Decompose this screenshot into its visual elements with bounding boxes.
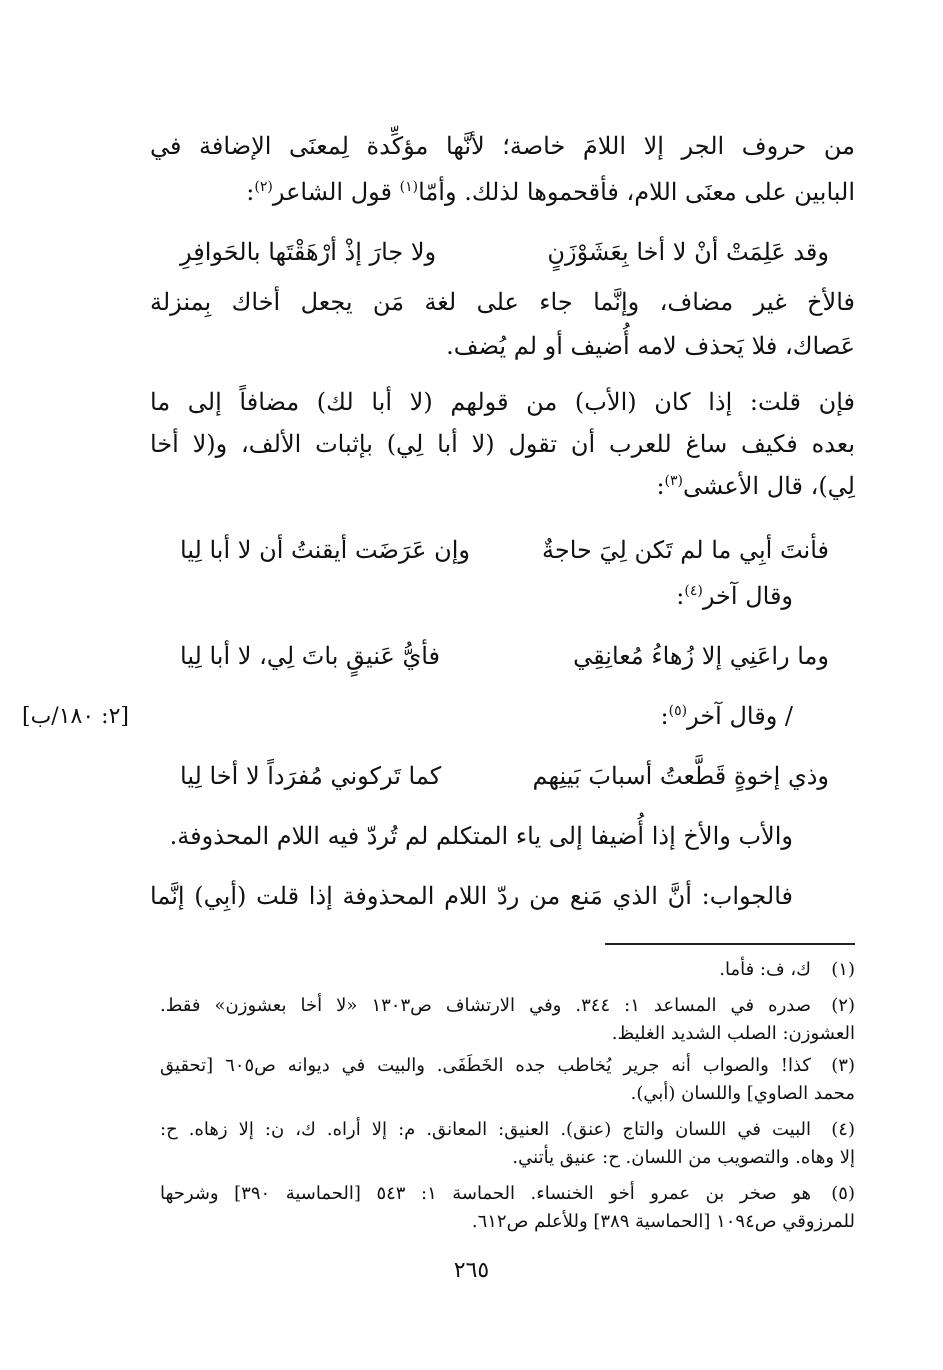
verse2-right: فأنتَ أبِي ما لم تَكن لِيَ حاجةٌ	[542, 536, 829, 564]
page-number: ٢٦٥	[453, 1258, 490, 1283]
footnote-2-line1: صدره في المساعد ١: ٣٤٤. وفي الارتشاف ص١٣٠٣ «لا أخا بعشوزن» فقط.	[160, 995, 811, 1016]
para3-line3-text: لِي)، قال الأعشى	[683, 472, 855, 500]
para3-line2: بعده فكيف ساغ للعرب أن تقول (لا أبا لِي) بإثبات الألف، و(لا أخا	[150, 430, 855, 458]
footnote-ref-3: (٣)	[664, 473, 683, 489]
footnote-ref-1: (١)	[399, 179, 419, 195]
para3-line3-end: :	[656, 472, 665, 500]
para4-line1: والأب والأخ إذا أُضيفا إلى ياء المتكلم لم تُردّ فيه اللام المحذوفة.	[169, 822, 793, 850]
para1-line2-text: البابين على معنَى اللام، فأقحموها لذلك. وأمّا	[418, 178, 855, 206]
verse1-right: وقد عَلِمَتْ أنْ لا أخا بِعَشَوْزَنٍ	[547, 238, 829, 266]
verse4-right: وذي إخوةٍ قَطَّعتُ أسبابَ بَينِهم	[532, 762, 829, 790]
para3-line3	[656, 466, 855, 506]
footnote-ref-2: (٢)	[254, 179, 273, 195]
para5-line1: فالجواب: أنَّ الذي مَنع من ردّ اللام المحذوفة إذا قلت (أبِي) إنَّما	[150, 882, 793, 910]
intro4-end: :	[676, 582, 685, 610]
para1-line1: من حروف الجر إلا اللامَ خاصة؛ لأنَّها مؤكِّدة لِمعنَى الإضافة في	[150, 132, 855, 160]
intro5-end: :	[660, 702, 669, 730]
footnote-4-line1: البيت في اللسان والتاج (عنق). العنيق: المعانق. م: إلا أراه. ك، ن: إلا زهاه. ح:	[160, 1119, 811, 1140]
footnote-5-number: (٥)	[831, 1183, 855, 1204]
footnote-5-line1: هو صخر بن عمرو أخو الخنساء. الحماسة ١: ٥٤٣ [الحماسية ٣٩٠] وشرحها	[160, 1183, 811, 1204]
intro4-text: وقال آخر	[702, 582, 793, 610]
intro-5	[661, 696, 793, 736]
footnote-3-line1: كذا! والصواب أنه جرير يُخاطب جده الخَطَفَى. والبيت في ديوانه ص٦٠٥ [تحقيق	[160, 1055, 811, 1076]
verse3-left: فأيُّ عَنيقٍ باتَ لِي، لا أبا لِيا	[180, 642, 441, 670]
footnote-ref-4: (٤)	[684, 583, 703, 599]
verse2-left: وإن عَرَضَت أيقنتُ أن لا أبا لِيا	[180, 536, 470, 564]
footnote-3-number: (٣)	[831, 1055, 855, 1076]
verse1-left: ولا جارَ إذْ أرْهَقْتَها بالحَوافِرِ	[180, 238, 437, 266]
intro5-prefix: /	[777, 702, 793, 730]
para1-line2	[246, 172, 855, 212]
para2-line1: فالأخ غير مضاف، وإنَّما جاء على لغة مَن يجعل أخاك بِمنزلة	[150, 288, 855, 316]
footnote-2-number: (٢)	[831, 995, 855, 1016]
footnote-ref-5: (٥)	[668, 703, 688, 719]
footnote-separator	[605, 943, 855, 945]
footnote-2-line2: العشوزن: الصلب الشديد الغليظ.	[611, 1023, 855, 1044]
footnote-1-line1: ك، ف: فأما.	[719, 959, 811, 980]
para1-line2-mid: قول الشاعر	[272, 178, 400, 206]
footnote-3-line2: محمد الصاوي] واللسان (أبي).	[630, 1083, 855, 1104]
para2-line2: عَصاك، فلا يَحذف لامه أُضيف أو لم يُضف.	[446, 332, 855, 360]
manuscript-margin-note: [٢: ١٨٠/ب]	[22, 704, 129, 729]
footnote-1-number: (١)	[831, 959, 855, 980]
para1-line2-end: :	[246, 178, 255, 206]
footnote-5-line2: للمرزوقي ص١٠٩٤ [الحماسية ٣٨٩] وللأعلم ص٦١٢.	[471, 1211, 855, 1232]
intro5-text: وقال آخر	[687, 702, 778, 730]
footnote-4-line2: إلا وهاه. والتصويب من اللسان. ح: عنيق يأتني.	[512, 1147, 855, 1168]
verse3-right: وما راعَنِي إلا زُهاءُ مُعانِقِي	[573, 642, 829, 670]
verse4-left: كما تَركوني مُفرَداً لا أخا لِيا	[180, 762, 442, 790]
intro-4	[676, 576, 793, 616]
para3-line1: فإن قلت: إذا كان (الأب) من قولهم (لا أبا لك) مضافاً إلى ما	[150, 388, 855, 416]
footnote-4-number: (٤)	[831, 1119, 855, 1140]
